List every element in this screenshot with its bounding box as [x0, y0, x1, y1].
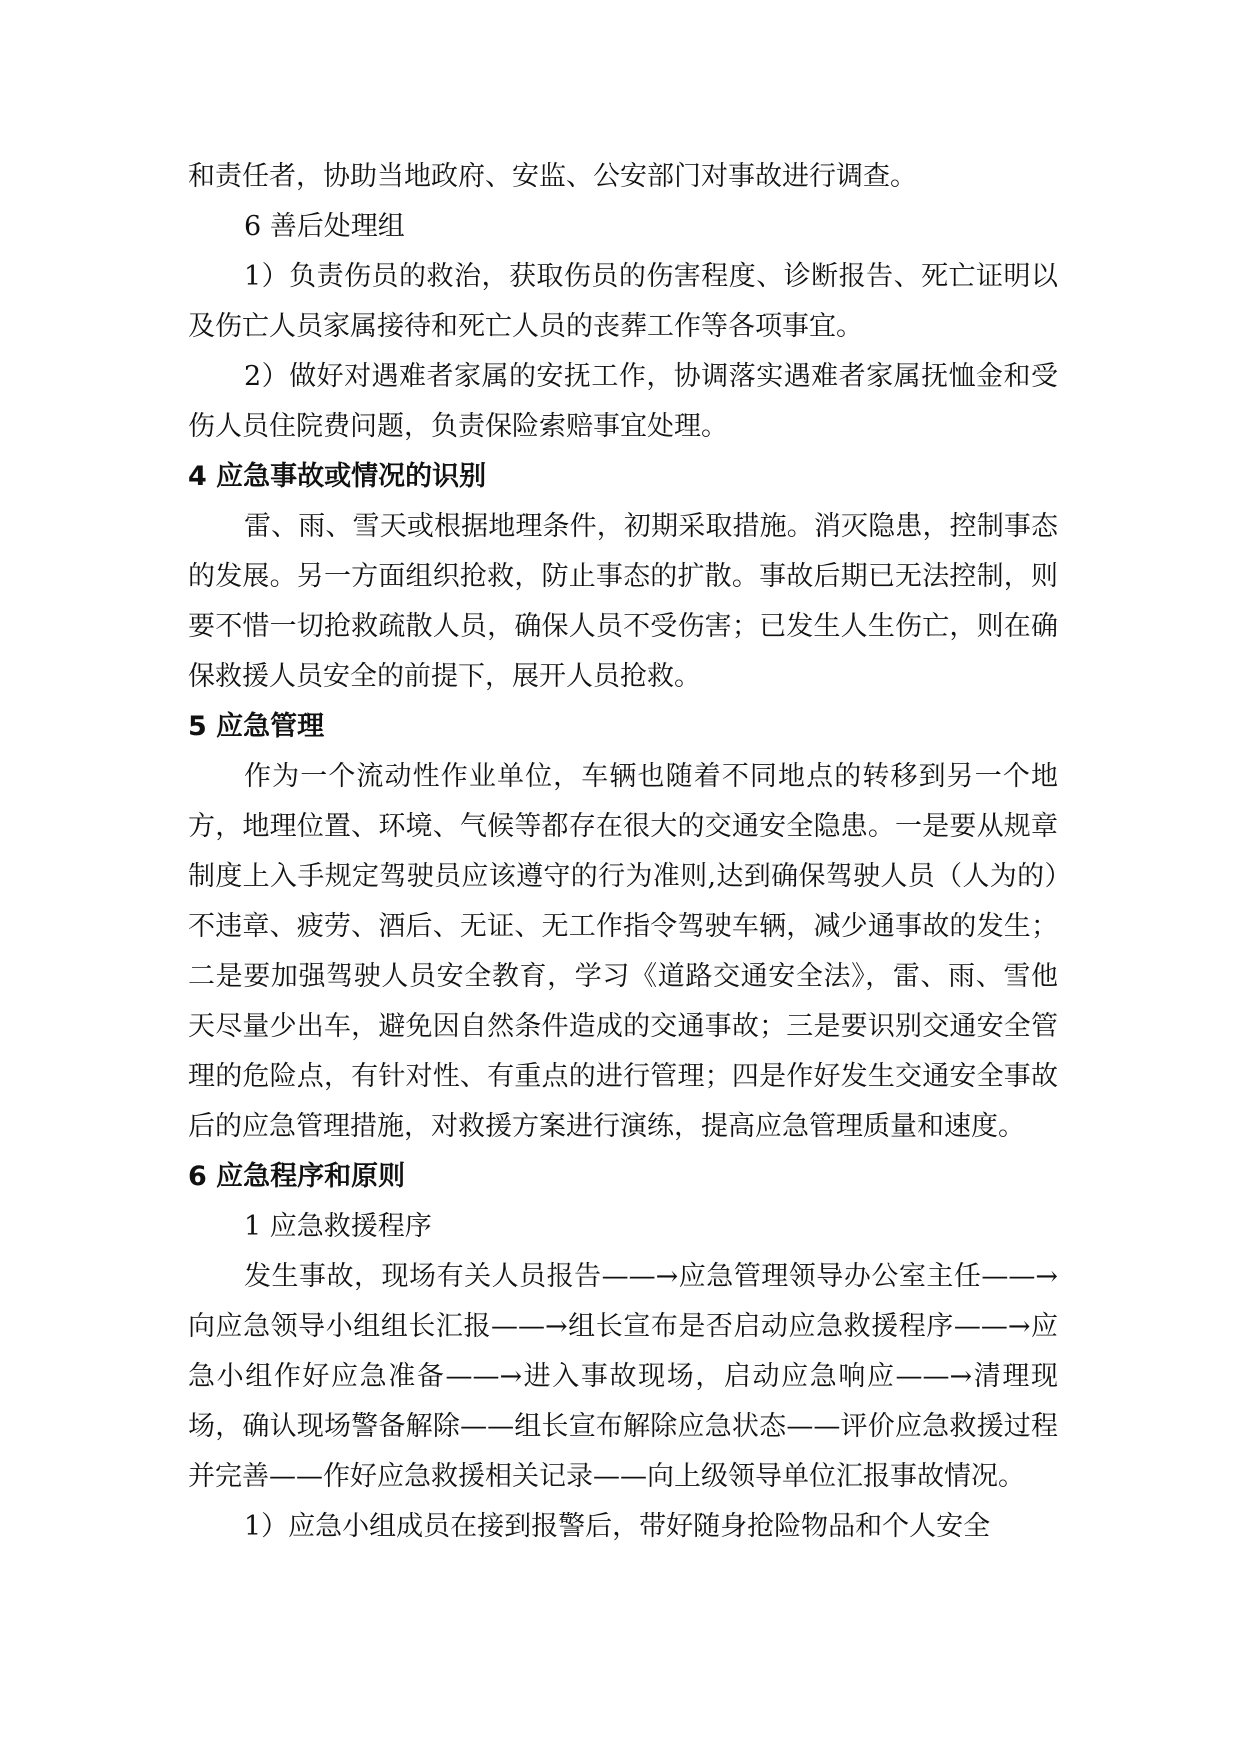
section-heading-5: 5 应急管理 [188, 711, 325, 742]
subsection-title-rescue-procedure: 1 应急救援程序 [244, 1211, 432, 1242]
body-paragraph: 发生事故，现场有关人员报告——→应急管理领导办公室主任——→向应急领导小组组长汇报——→组长宣布是否启动应急救援程序——→应急小组作好应急准备——→进入事故现场，启动应急响应——→清理现场，确认现场警备解除——组长宣布解除应急状态——评价应急救援过程并完善——作好应急救援相关记录——向上级领导单位汇报事故情况。 [188, 1261, 1058, 1492]
body-paragraph: 1）负责伤员的救治，获取伤员的伤害程度、诊断报告、死亡证明以及伤亡人员家属接待和死亡人员的丧葬工作等各项事宜。 [188, 261, 1058, 342]
body-paragraph: 作为一个流动性作业单位，车辆也随着不同地点的转移到另一个地方，地理位置、环境、气候等都存在很大的交通安全隐患。一是要从规章制度上入手规定驾驶员应该遵守的行为准则,达到确保驾驶人员（人为的）不违章、疲劳、酒后、无证、无工作指令驾驶车辆，减少通事故的发生；二是要加强驾驶人员安全教育，学习《道路交通安全法》，雷、雨、雪他天尽量少出车，避免因自然条件造成的交通事故；三是要识别交通安全管理的危险点，有针对性、有重点的进行管理；四是作好发生交通安全事故后的应急管理措施，对救援方案进行演练，提高应急管理质量和速度。 [188, 761, 1058, 1142]
body-paragraph: 雷、雨、雪天或根据地理条件，初期采取措施。消灭隐患，控制事态的发展。另一方面组织抢救，防止事态的扩散。事故后期已无法控制，则要不惜一切抢救疏散人员，确保人员不受伤害；已发生人生伤亡，则在确保救援人员安全的前提下，展开人员抢救。 [188, 511, 1058, 692]
body-paragraph: 和责任者，协助当地政府、安监、公安部门对事故进行调查。 [188, 161, 917, 192]
subsection-title-aftermath-group: 6 善后处理组 [244, 211, 405, 242]
section-heading-4: 4 应急事故或情况的识别 [188, 461, 487, 492]
body-paragraph: 1）应急小组成员在接到报警后，带好随身抢险物品和个人安全 [244, 1511, 991, 1542]
document-page [188, 152, 1058, 1552]
section-heading-6: 6 应急程序和原则 [188, 1161, 406, 1192]
body-paragraph: 2）做好对遇难者家属的安抚工作，协调落实遇难者家属抚恤金和受伤人员住院费问题，负责保险索赔事宜处理。 [188, 361, 1058, 442]
